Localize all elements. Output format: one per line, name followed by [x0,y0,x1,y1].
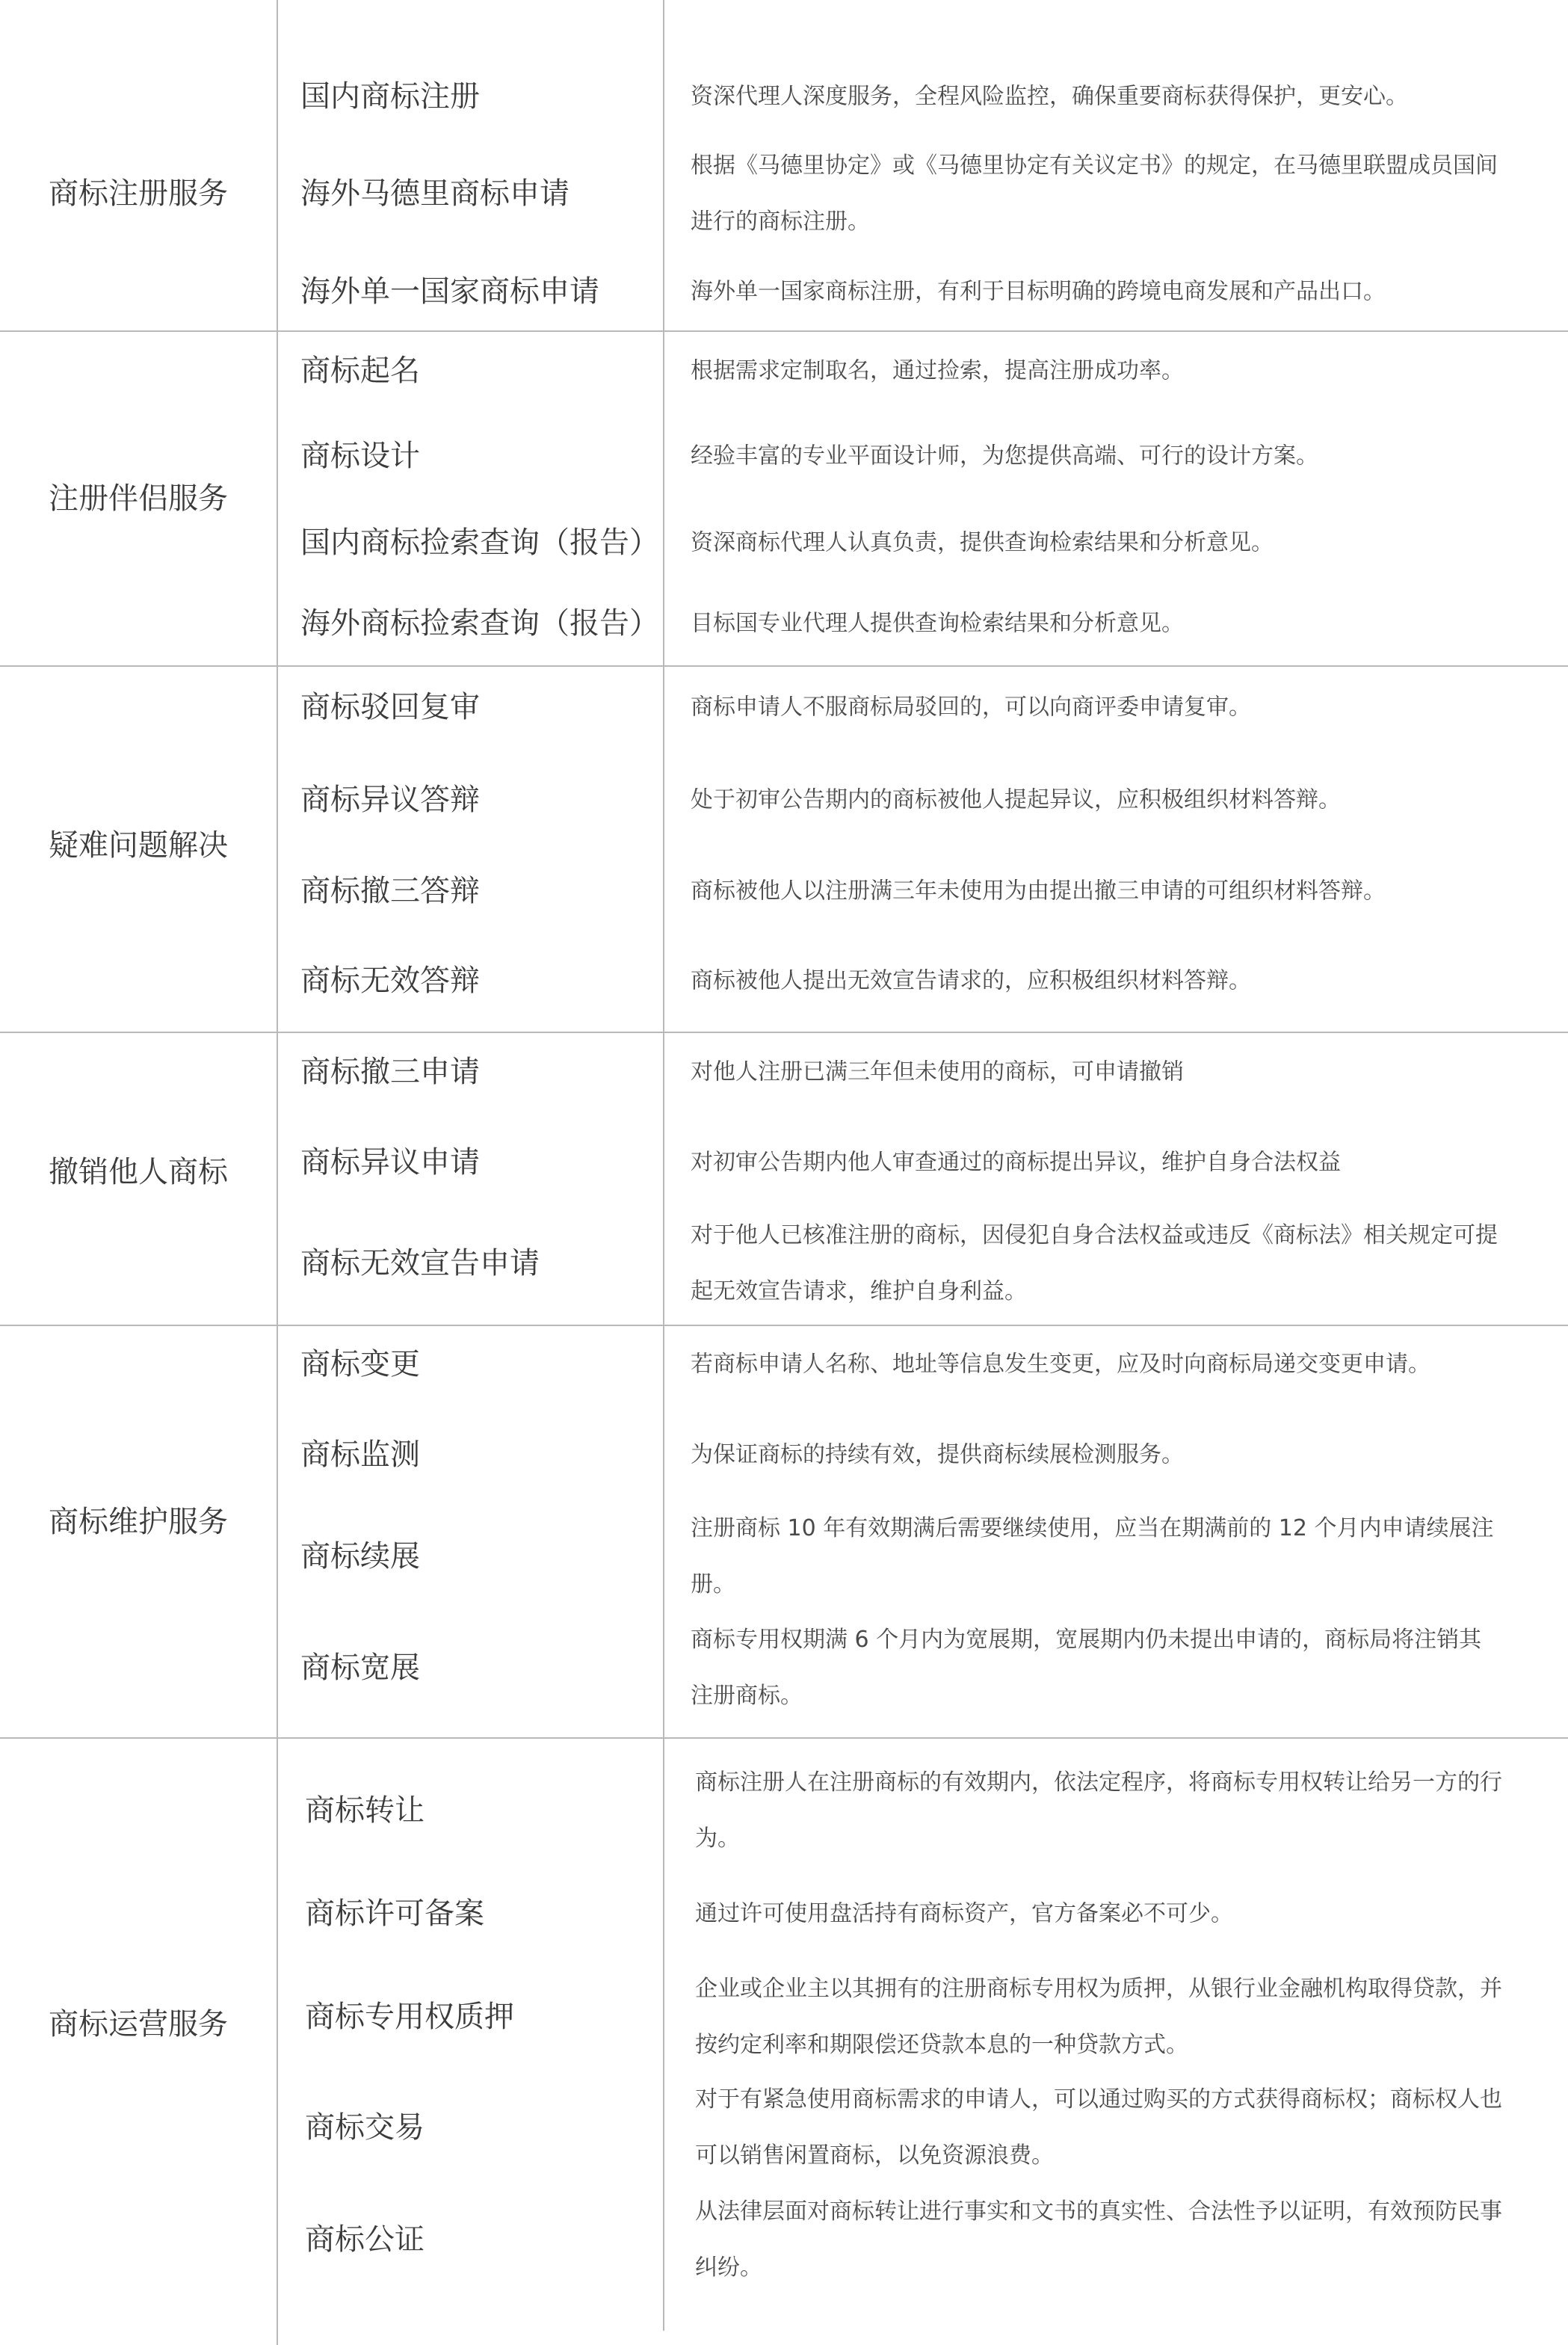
service-description: 企业或企业主以其拥有的注册商标专用权为质押，从银行业金融机构取得贷款，并按约定利率和期限偿还贷款本息的一种贷款方式。 [695,1976,1502,2058]
service-name: 商标变更 [300,1347,420,1381]
section-category: 撤销他人商标 [49,1155,228,1189]
service-name: 商标监测 [300,1437,420,1472]
column-divider-left [277,0,278,2345]
service-description: 注册商标 10 年有效期满后需要继续使用，应当在期满前的 12 个月内申请续展注册。 [691,1515,1494,1597]
service-name: 海外马德里商标申请 [300,176,570,211]
row-divider [0,1032,1568,1033]
section-category: 商标维护服务 [49,1505,228,1539]
row-divider [0,1737,1568,1739]
section-category: 疑难问题解决 [49,828,228,863]
service-name: 商标宽展 [300,1651,420,1685]
service-description: 商标被他人提出无效宣告请求的，应积极组织材料答辩。 [691,967,1251,994]
service-name: 商标撤三申请 [300,1055,480,1089]
service-name: 海外商标捡索查询（报告） [300,606,659,641]
service-description: 对初审公告期内他人审查通过的商标提出异议，维护自身合法权益 [691,1149,1341,1176]
service-name: 商标设计 [300,439,420,473]
service-description: 商标专用权期满 6 个月内为宽展期，宽展期内仍未提出申请的，商标局将注销其注册商标。 [691,1627,1482,1709]
row-divider [0,665,1568,667]
service-name: 商标异议申请 [300,1145,480,1180]
service-description: 海外单一国家商标注册，有利于目标明确的跨境电商发展和产品出口。 [691,278,1386,305]
service-name: 商标起名 [300,354,420,388]
service-name: 商标专用权质押 [305,2000,514,2034]
service-description: 商标注册人在注册商标的有效期内，依法定程序，将商标专用权转让给另一方的行为。 [695,1769,1502,1852]
service-name: 海外单一国家商标申请 [300,274,599,309]
service-description: 对于他人已核准注册的商标，因侵犯自身合法权益或违反《商标法》相关规定可提起无效宣告请求，维护自身利益。 [691,1222,1498,1304]
service-description: 资深代理人深度服务，全程风险监控，确保重要商标获得保护，更安心。 [691,83,1408,110]
section-category: 商标注册服务 [49,176,228,211]
service-description: 通过许可使用盘活持有商标资产，官方备案必不可少。 [695,1900,1233,1927]
section-category: 商标运营服务 [49,2007,228,2042]
service-description: 商标申请人不服商标局驳回的，可以向商评委申请复审。 [691,694,1251,721]
service-description: 为保证商标的持续有效，提供商标续展检测服务。 [691,1441,1184,1468]
service-name: 国内商标注册 [300,79,480,114]
service-description: 根据《马德里协定》或《马德里协定有关议定书》的规定，在马德里联盟成员国间进行的商标注册。 [691,152,1498,235]
service-description: 商标被他人以注册满三年未使用为由提出撤三申请的可组织材料答辩。 [691,878,1386,905]
service-description: 根据需求定制取名，通过捡索，提高注册成功率。 [691,357,1184,384]
column-divider-right [663,0,664,2331]
section-category: 注册伴侣服务 [49,481,228,516]
service-description: 若商标申请人名称、地址等信息发生变更，应及时向商标局递交变更申请。 [691,1351,1430,1378]
service-name: 商标驳回复审 [300,690,480,724]
service-name: 商标无效答辩 [300,964,480,998]
service-description: 处于初审公告期内的商标被他人提起异议，应积极组织材料答辩。 [691,786,1341,813]
service-name: 商标转让 [305,1793,425,1828]
service-name: 商标交易 [305,2110,425,2145]
service-description: 资深商标代理人认真负责，提供查询检索结果和分析意见。 [691,529,1274,556]
service-description: 从法律层面对商标转让进行事实和文书的真实性、合法性予以证明，有效预防民事纠纷。 [695,2198,1502,2281]
service-name: 商标撤三答辩 [300,874,480,908]
service-name: 商标异议答辩 [300,783,480,817]
service-name: 商标许可备案 [305,1896,484,1931]
service-name: 商标公证 [305,2222,425,2257]
service-description: 经验丰富的专业平面设计师，为您提供高端、可行的设计方案。 [691,443,1318,469]
service-description: 对于有紧急使用商标需求的申请人，可以通过购买的方式获得商标权；商标权人也可以销售闲置商标，以免资源浪费。 [695,2086,1502,2169]
service-name: 国内商标捡索查询（报告） [300,526,659,560]
service-name: 商标无效宣告申请 [300,1246,540,1281]
service-description: 对他人注册已满三年但未使用的商标，可申请撤销 [691,1059,1184,1085]
service-description: 目标国专业代理人提供查询检索结果和分析意见。 [691,610,1184,637]
row-divider [0,1325,1568,1326]
row-divider [0,330,1568,332]
service-name: 商标续展 [300,1539,420,1574]
